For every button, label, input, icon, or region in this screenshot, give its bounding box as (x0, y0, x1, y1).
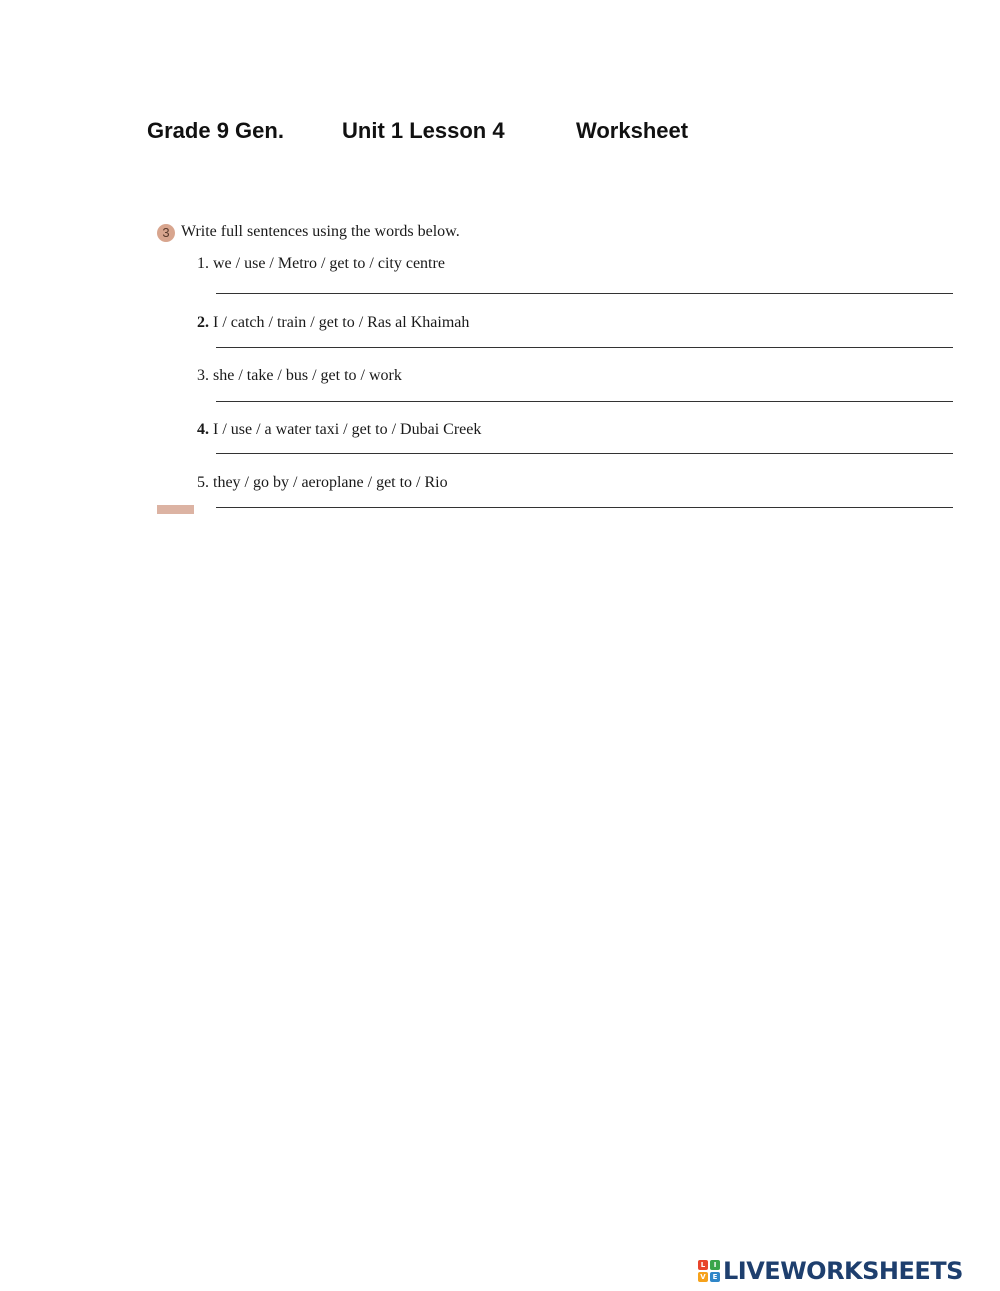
answer-line-3[interactable] (216, 401, 953, 402)
logo-cell: E (710, 1272, 720, 1282)
item-prompt: they / go by / aeroplane / get to / Rio (213, 474, 448, 491)
item-prompt: we / use / Metro / get to / city centre (213, 255, 445, 272)
item-1 (197, 255, 445, 273)
decorative-bar (157, 505, 194, 514)
logo-cell: V (698, 1272, 708, 1282)
item-2 (197, 314, 469, 332)
logo-cell: I (710, 1260, 720, 1270)
worksheet-label: Worksheet (576, 118, 689, 143)
item-number: 2. (197, 314, 209, 331)
item-5 (197, 474, 448, 492)
exercise-3 (157, 222, 957, 522)
answer-line-1[interactable] (216, 293, 953, 294)
liveworksheets-logo (698, 1258, 963, 1284)
item-4 (197, 421, 481, 439)
grade-label: Grade 9 Gen. (147, 118, 284, 143)
worksheet-header (0, 118, 1000, 150)
answer-line-2[interactable] (216, 347, 953, 348)
item-prompt: I / catch / train / get to / Ras al Khaimah (213, 314, 470, 331)
item-3 (197, 367, 402, 385)
logo-text: LIVEWORKSHEETS (723, 1257, 963, 1285)
answer-line-5[interactable] (216, 507, 953, 508)
unit-lesson-label: Unit 1 Lesson 4 (342, 118, 505, 143)
exercise-number-badge: 3 (157, 224, 175, 242)
item-prompt: she / take / bus / get to / work (213, 367, 402, 384)
item-number: 4. (197, 421, 209, 438)
answer-line-4[interactable] (216, 453, 953, 454)
logo-cell: L (698, 1260, 708, 1270)
logo-grid-icon (698, 1260, 720, 1282)
item-number: 5. (197, 474, 209, 491)
item-prompt: I / use / a water taxi / get to / Dubai Creek (213, 421, 482, 438)
item-number: 1. (197, 255, 209, 272)
exercise-instruction: Write full sentences using the words below. (181, 223, 460, 240)
item-number: 3. (197, 367, 209, 384)
